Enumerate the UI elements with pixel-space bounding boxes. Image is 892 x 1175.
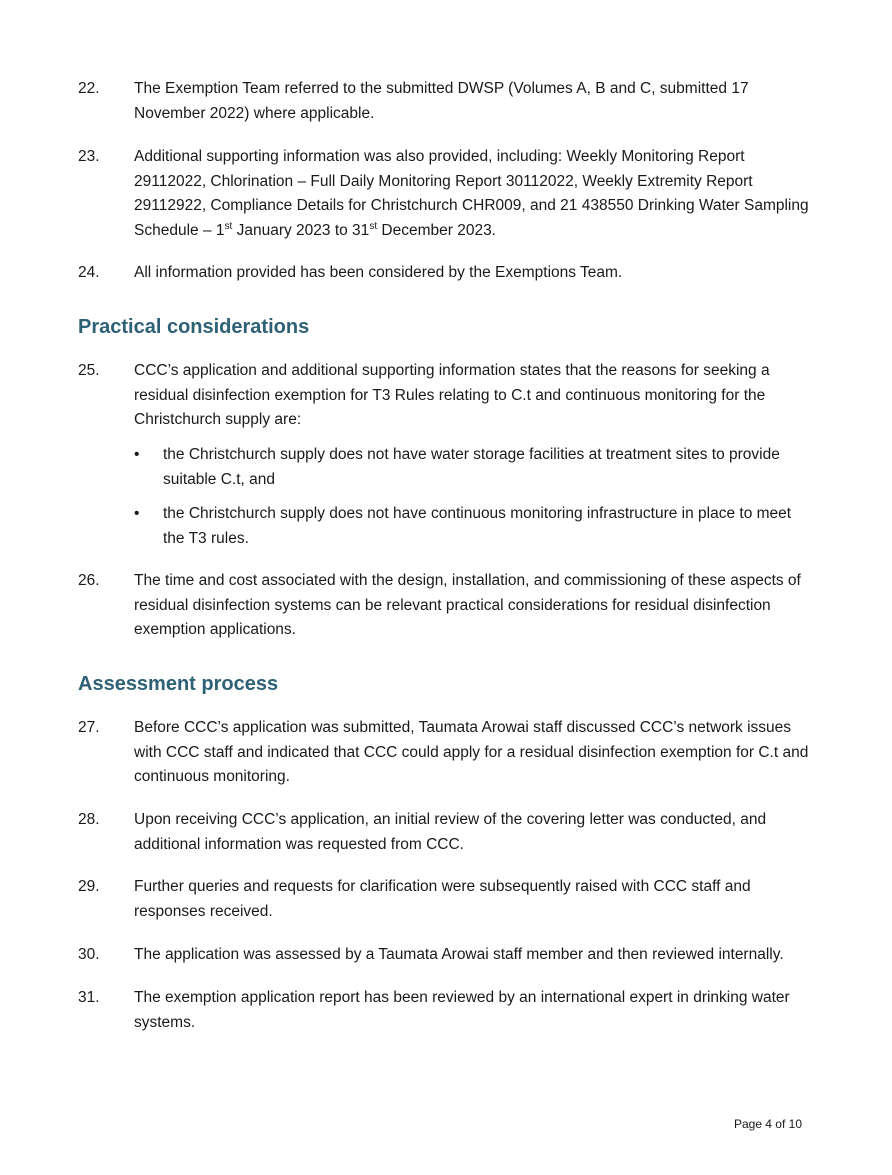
section-heading-assessment-process: Assessment process xyxy=(78,673,279,695)
text-segment: Additional supporting information was also provided, including: Weekly Monitoring Report 29112022, Chlorination – Full Daily Monitoring Report 30112022, Weekly Extremity Report 29112922, Compliance Details for Christchurch CHR009, and 21 438550 Drinking Water Sampling Schedule – 1 xyxy=(134,148,809,239)
paragraph-30 xyxy=(78,943,813,968)
bullet-item xyxy=(134,502,814,551)
superscript: st xyxy=(224,220,233,232)
paragraph-text: Further queries and requests for clarification were subsequently raised with CCC staff and responses received. xyxy=(134,878,751,920)
bullet-item xyxy=(134,443,814,492)
bullet-text: the Christchurch supply does not have water storage facilities at treatment sites to provide suitable C.t, and xyxy=(163,446,780,488)
paragraph-23 xyxy=(78,145,813,243)
paragraph-text: CCC’s application and additional supporting information states that the reasons for seeking a residual disinfection exemption for T3 Rules relating to C.t and continuous monitoring for the Christchurch supply are: xyxy=(134,362,770,428)
page-number: Page 4 of 10 xyxy=(733,1117,802,1131)
paragraph-text: The time and cost associated with the design, installation, and commissioning of these aspects of residual disinfection systems can be relevant practical considerations for residual disinfection exemption applications. xyxy=(134,572,801,638)
paragraph-number: 27. xyxy=(78,719,100,736)
paragraph-number: 31. xyxy=(78,989,100,1006)
text-segment: December 2023. xyxy=(377,221,496,239)
text-segment: January 2023 to 31 xyxy=(232,221,370,239)
paragraph-text xyxy=(134,145,813,243)
paragraph-number: 24. xyxy=(78,264,100,281)
superscript: st xyxy=(369,220,378,232)
paragraph-31 xyxy=(78,986,813,1035)
bullet-text: the Christchurch supply does not have continuous monitoring infrastructure in place to meet the T3 rules. xyxy=(163,505,792,547)
paragraph-number: 28. xyxy=(78,811,100,828)
section-heading-practical-considerations: Practical considerations xyxy=(78,316,310,338)
bullet-icon: • xyxy=(134,446,140,463)
paragraph-number: 22. xyxy=(78,80,100,97)
paragraph-text: The Exemption Team referred to the submitted DWSP (Volumes A, B and C, submitted 17 November 2022) where applicable. xyxy=(134,80,749,122)
paragraph-number: 25. xyxy=(78,362,100,379)
paragraph-24 xyxy=(78,261,813,286)
paragraph-text: The application was assessed by a Taumata Arowai staff member and then reviewed internally. xyxy=(134,946,784,963)
bullet-icon: • xyxy=(134,505,140,522)
paragraph-28 xyxy=(78,808,813,857)
paragraph-text: Before CCC’s application was submitted, Taumata Arowai staff discussed CCC’s network issues with CCC staff and indicated that CCC could apply for a residual disinfection exemption for C.t and continuous monitoring. xyxy=(134,719,809,785)
paragraph-25 xyxy=(78,359,813,433)
paragraph-text: All information provided has been considered by the Exemptions Team. xyxy=(134,264,623,281)
paragraph-number: 29. xyxy=(78,878,100,895)
paragraph-22 xyxy=(78,77,813,126)
paragraph-text: The exemption application report has been reviewed by an international expert in drinking water systems. xyxy=(134,989,790,1031)
paragraph-26 xyxy=(78,569,813,643)
paragraph-number: 23. xyxy=(78,148,100,165)
paragraph-29 xyxy=(78,875,813,924)
paragraph-number: 30. xyxy=(78,946,100,963)
paragraph-27 xyxy=(78,716,813,790)
paragraph-number: 26. xyxy=(78,572,100,589)
paragraph-text: Upon receiving CCC’s application, an initial review of the covering letter was conducted, and additional information was requested from CCC. xyxy=(134,811,767,853)
